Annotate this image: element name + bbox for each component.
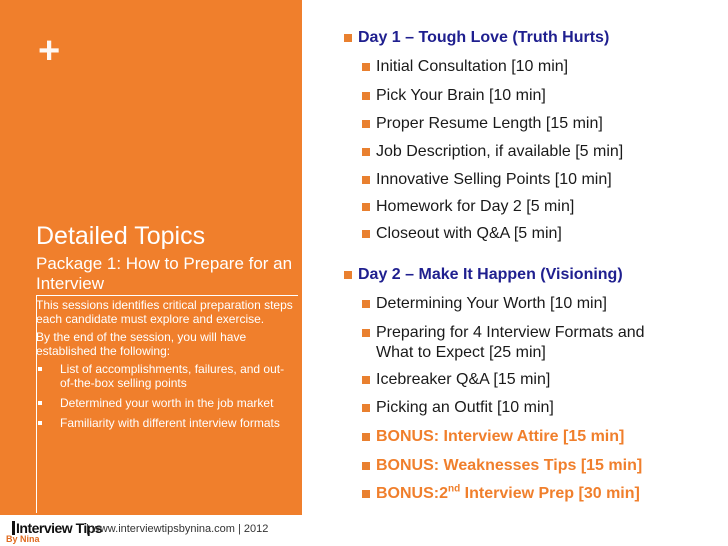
footer-text: | www.interviewtipsbynina.com | 2012 (86, 523, 269, 535)
day1-item (376, 57, 568, 77)
bullet-icon (362, 120, 370, 128)
bullet-icon (362, 404, 370, 412)
bullet-icon (362, 376, 370, 384)
page-title: Detailed Topics (36, 222, 206, 250)
item-text: Pick Your Brain [10 min] (376, 87, 546, 104)
item-text: What to Expect [25 min] (376, 344, 546, 361)
day2-item (376, 294, 607, 314)
bullet-icon (362, 203, 370, 211)
bullet-icon (362, 63, 370, 71)
item-text: Closeout with Q&A [5 min] (376, 225, 562, 242)
bullet-icon (362, 92, 370, 100)
item-text: Homework for Day 2 [5 min] (376, 198, 575, 215)
outcome-text: List of accomplishments, failures, and out-of-the-box selling points (60, 362, 285, 390)
item-text: Initial Consultation [10 min] (376, 58, 569, 75)
day1-item (376, 114, 603, 134)
intro-text: This sessions identifies critical preparation steps each candidate must explore and exercise. (36, 298, 293, 326)
bullet-icon (362, 300, 370, 308)
day2-heading (358, 265, 623, 285)
day1-item (376, 170, 612, 190)
bullet-icon (38, 401, 42, 405)
outcome-item (36, 416, 298, 430)
day2-item (376, 323, 645, 343)
item-text: Picking an Outfit [10 min] (376, 399, 554, 416)
bonus-item (376, 456, 642, 476)
day1-heading (358, 28, 609, 48)
outcome-text: Determined your worth in the job market (60, 396, 274, 410)
day1-item (376, 86, 546, 106)
description (36, 298, 298, 436)
bullet-icon (362, 329, 370, 337)
item-text: BONUS: Weaknesses Tips [15 min] (376, 457, 643, 474)
bullet-icon (362, 230, 370, 238)
item-text: Proper Resume Length [15 min] (376, 115, 603, 132)
item-text: Job Description, if available [5 min] (376, 143, 624, 160)
plus-mark: + (38, 30, 61, 72)
outcome-list (36, 362, 298, 430)
bullet-icon (344, 271, 352, 279)
item-text: BONUS: Interview Attire [15 min] (376, 428, 625, 445)
bullet-icon (362, 176, 370, 184)
bullet-icon (362, 433, 370, 441)
day2-item (376, 398, 554, 418)
day2-item-continued (376, 343, 546, 363)
ordinal-sup: nd (448, 483, 461, 495)
bullet-icon (344, 34, 352, 42)
item-text: Innovative Selling Points [10 min] (376, 171, 612, 188)
bullet-icon (362, 490, 370, 498)
day1-item (376, 197, 574, 217)
bullet-icon (38, 421, 42, 425)
item-text: Preparing for 4 Interview Formats and (376, 324, 645, 341)
day1-item (376, 142, 623, 162)
bullet-icon (362, 462, 370, 470)
logo-bar-icon (12, 521, 15, 535)
outcome-item (36, 362, 298, 390)
outcome-text: Familiarity with different interview formats (60, 416, 280, 430)
day2-item (376, 370, 550, 390)
day1-heading-text: Day 1 – Tough Love (Truth Hurts) (358, 29, 610, 46)
item-text: BONUS:2 (376, 485, 449, 502)
outcome-item (36, 396, 298, 410)
bullet-icon (362, 148, 370, 156)
lead-text: By the end of the session, you will have established the following: (36, 330, 247, 358)
item-text-end: Interview Prep [30 min] (460, 485, 640, 502)
day1-item (376, 224, 562, 244)
item-text: Determining Your Worth [10 min] (376, 295, 607, 312)
footer (0, 516, 330, 546)
page-subtitle: Package 1: How to Prepare for an Interview (36, 254, 293, 293)
bonus-item (376, 427, 624, 447)
item-text: Icebreaker Q&A [15 min] (376, 371, 551, 388)
bullet-icon (38, 367, 42, 371)
logo-byline: By Nina (6, 534, 40, 544)
bonus-item (376, 484, 640, 504)
day2-heading-text: Day 2 – Make It Happen (Visioning) (358, 266, 623, 283)
logo-text: Interview Tips (16, 520, 103, 536)
